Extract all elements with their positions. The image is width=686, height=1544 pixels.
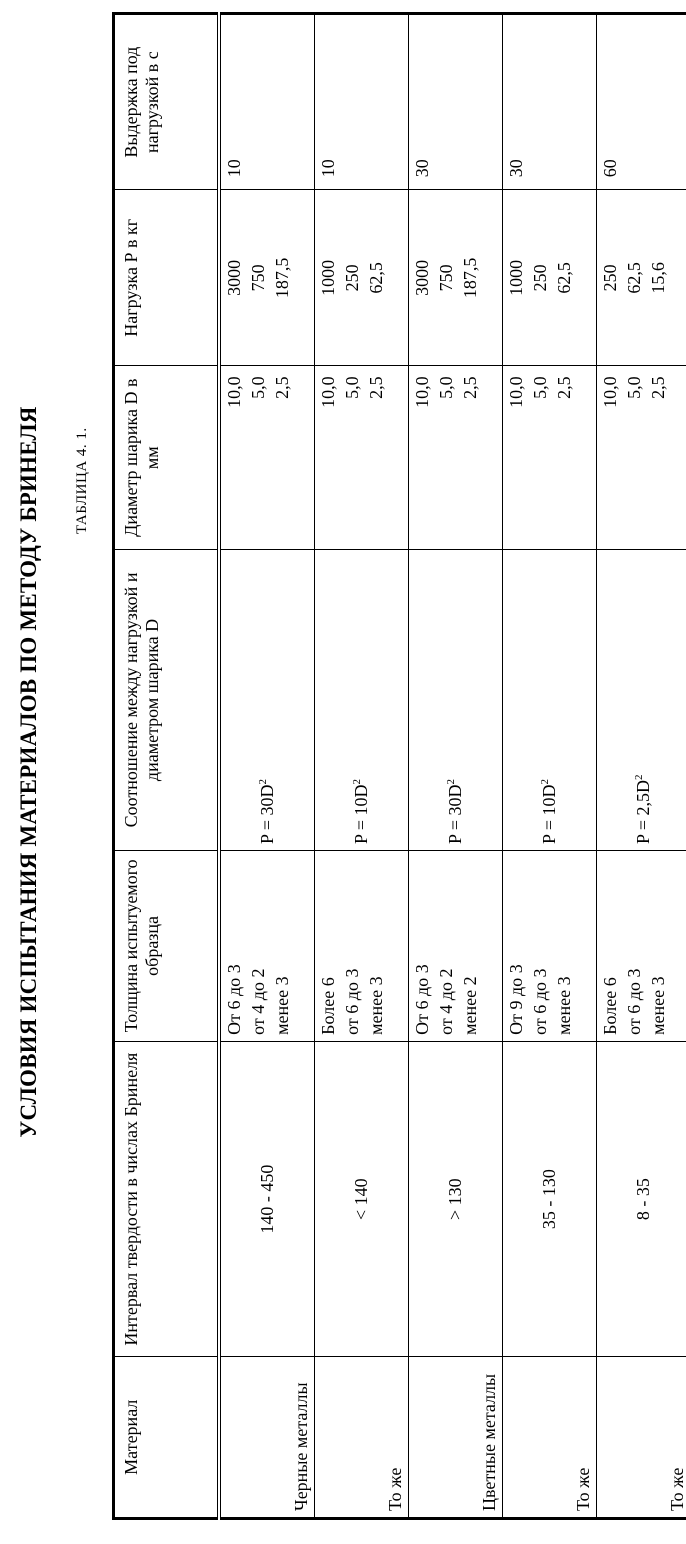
- header-interval: Интервал твердости в числах Бринеля: [114, 1041, 219, 1357]
- diameter-line: 2,5: [459, 376, 480, 399]
- cell-diameter: [596, 366, 686, 550]
- cell-load: [502, 190, 596, 366]
- relation-exponent: 2: [256, 778, 269, 785]
- load-line: 250: [529, 264, 550, 292]
- cell-load: [314, 190, 408, 366]
- thickness-line: менее 3: [553, 976, 574, 1035]
- thickness-line: От 6 до 3: [411, 964, 432, 1035]
- load-line: 187,5: [459, 257, 480, 299]
- cell-relation: [596, 549, 686, 850]
- cell-time: 30: [502, 14, 596, 190]
- cell-thickness: [596, 850, 686, 1041]
- cell-thickness: [502, 850, 596, 1041]
- cell-load: [596, 190, 686, 366]
- cell-material: Цветные металлы: [408, 1357, 502, 1519]
- page-title: УСЛОВИЯ ИСПЫТАНИЯ МАТЕРИАЛОВ ПО МЕТОДУ БРИНЕЛЯ: [16, 406, 41, 1138]
- thickness-line: от 4 до 2: [247, 968, 268, 1035]
- table-row: [502, 14, 596, 1519]
- relation-formula: P = 10D: [350, 784, 371, 844]
- relation-formula: P = 10D: [538, 784, 559, 844]
- diameter-line: 2,5: [647, 376, 668, 399]
- thickness-line: менее 2: [459, 976, 480, 1035]
- table-caption: ТАБЛИЦА 4. 1.: [74, 427, 90, 534]
- diameter-line: 10,0: [223, 376, 244, 408]
- cell-diameter: [314, 366, 408, 550]
- thickness-line: от 4 до 2: [435, 968, 456, 1035]
- thickness-line: от 6 до 3: [341, 968, 362, 1035]
- diameter-line: 5,0: [529, 376, 550, 399]
- load-line: 750: [435, 264, 456, 292]
- cell-time: 30: [408, 14, 502, 190]
- thickness-line: От 6 до 3: [223, 964, 244, 1035]
- load-line: 750: [247, 264, 268, 292]
- load-line: 187,5: [271, 257, 292, 299]
- thickness-line: от 6 до 3: [623, 968, 644, 1035]
- cell-relation: [408, 549, 502, 850]
- load-line: 62,5: [623, 262, 644, 294]
- thickness-line: менее 3: [271, 976, 292, 1035]
- header-thickness: Толщина испытуемого образца: [114, 850, 219, 1041]
- load-line: 250: [341, 264, 362, 292]
- header-relation: Соотношение между нагрузкой и диаметром шарика D: [114, 549, 219, 850]
- cell-time: 10: [219, 14, 315, 190]
- cell-material: Черные металлы: [219, 1357, 315, 1519]
- header-material: Материал: [114, 1357, 219, 1519]
- thickness-line: от 6 до 3: [529, 968, 550, 1035]
- cell-thickness: [219, 850, 315, 1041]
- load-line: 15,6: [647, 262, 668, 294]
- diameter-line: 5,0: [623, 376, 644, 399]
- cell-thickness: [314, 850, 408, 1041]
- cell-interval: < 140: [314, 1041, 408, 1357]
- header-time: Выдержка под нагрузкой в с: [114, 14, 219, 190]
- relation-formula: P = 30D: [444, 784, 465, 844]
- diameter-line: 2,5: [553, 376, 574, 399]
- diameter-line: 2,5: [271, 376, 292, 399]
- relation-exponent: 2: [632, 774, 645, 780]
- diameter-line: 10,0: [599, 376, 620, 408]
- relation-formula: P = 2,5D: [632, 779, 653, 844]
- cell-material: То же: [314, 1357, 408, 1519]
- cell-load: [219, 190, 315, 366]
- diameter-line: 10,0: [505, 376, 526, 408]
- load-line: 1000: [505, 259, 526, 296]
- cell-time: 10: [314, 14, 408, 190]
- load-line: 1000: [317, 259, 338, 296]
- cell-interval: 35 - 130: [502, 1041, 596, 1357]
- load-line: 62,5: [553, 262, 574, 294]
- cell-interval: 140 - 450: [219, 1041, 315, 1357]
- thickness-line: менее 3: [365, 976, 386, 1035]
- relation-exponent: 2: [350, 778, 363, 785]
- thickness-line: менее 3: [647, 976, 668, 1035]
- header-row: [114, 14, 219, 1519]
- thickness-line: Более 6: [317, 977, 338, 1035]
- load-line: 62,5: [365, 262, 386, 294]
- table-row: [314, 14, 408, 1519]
- diameter-line: 5,0: [341, 376, 362, 399]
- cell-interval: 8 - 35: [596, 1041, 686, 1357]
- cell-relation: [502, 549, 596, 850]
- cell-interval: > 130: [408, 1041, 502, 1357]
- cell-relation: [219, 549, 315, 850]
- relation-formula: P = 30D: [256, 784, 277, 844]
- header-diameter: Диаметр шарика D в мм: [114, 366, 219, 550]
- diameter-line: 5,0: [247, 376, 268, 399]
- thickness-line: Более 6: [599, 977, 620, 1035]
- diameter-line: 10,0: [317, 376, 338, 408]
- brinell-conditions-table: [112, 12, 686, 1520]
- header-load: Нагрузка Р в кг: [114, 190, 219, 366]
- cell-material: То же: [502, 1357, 596, 1519]
- cell-diameter: [502, 366, 596, 550]
- diameter-line: 10,0: [411, 376, 432, 408]
- relation-exponent: 2: [444, 778, 457, 785]
- diameter-line: 2,5: [365, 376, 386, 399]
- cell-diameter: [408, 366, 502, 550]
- cell-relation: [314, 549, 408, 850]
- cell-time: 60: [596, 14, 686, 190]
- table-row: [219, 14, 315, 1519]
- load-line: 3000: [223, 259, 244, 296]
- cell-material: То же: [596, 1357, 686, 1519]
- load-line: 3000: [411, 259, 432, 296]
- cell-load: [408, 190, 502, 366]
- diameter-line: 5,0: [435, 376, 456, 399]
- cell-diameter: [219, 366, 315, 550]
- table-row: [596, 14, 686, 1519]
- load-line: 250: [599, 264, 620, 292]
- cell-thickness: [408, 850, 502, 1041]
- relation-exponent: 2: [538, 778, 551, 785]
- table-row: [408, 14, 502, 1519]
- thickness-line: От 9 до 3: [505, 964, 526, 1035]
